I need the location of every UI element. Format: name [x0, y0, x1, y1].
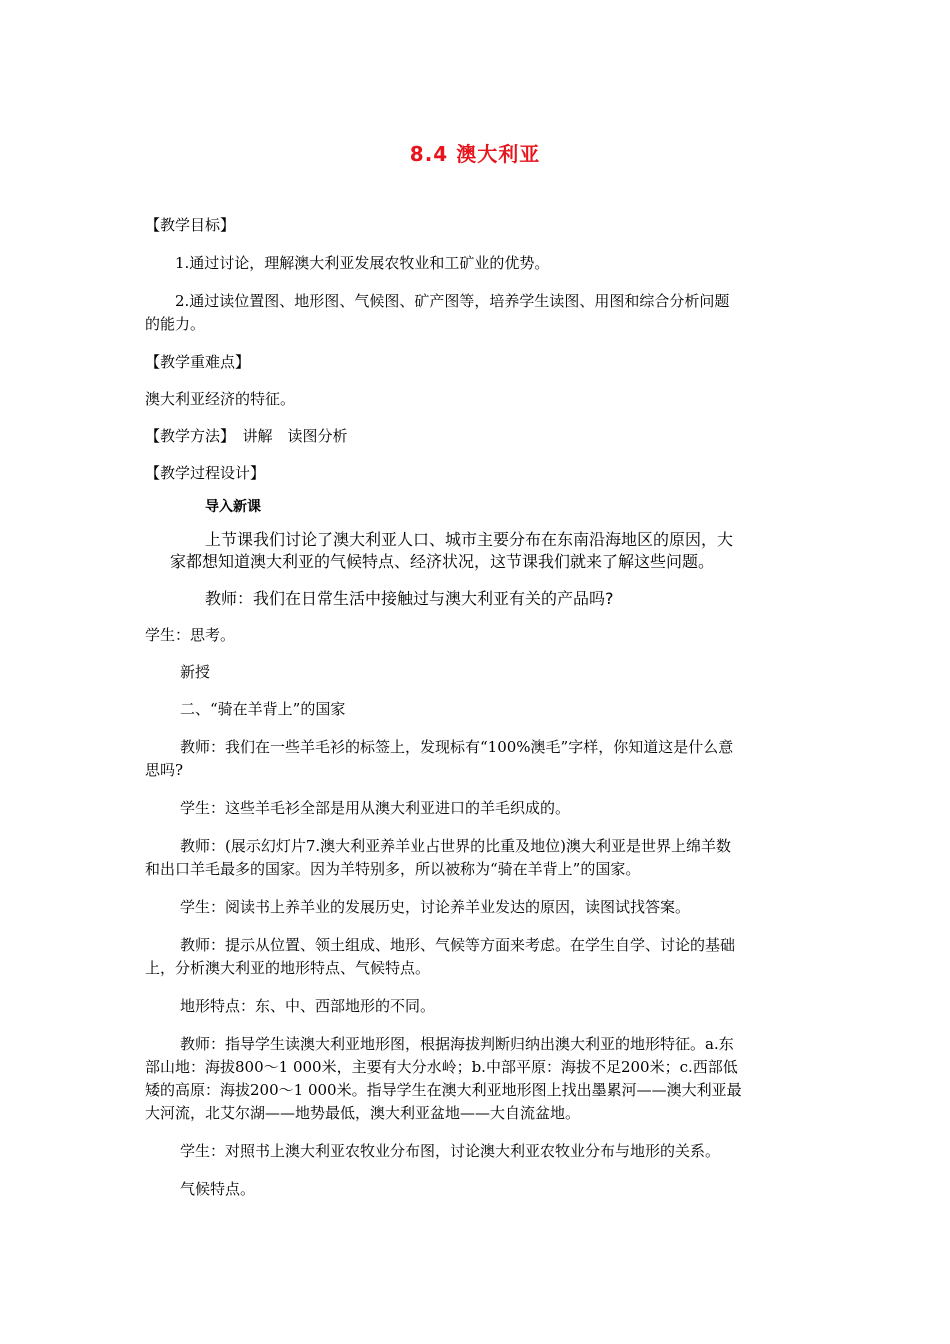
intro-p1-line-2: 家都想知道澳大利亚的气候特点、经济状况，这节课我们就来了解这些问题。 [170, 552, 715, 571]
teacher-1-line-2: 思吗? [145, 761, 184, 779]
teacher-3-line-1: 教师：提示从位置、领土组成、地形、气候等方面来考虑。在学生自学、讨论的基础 [180, 936, 736, 954]
key-text: 澳大利亚经济的特征。 [145, 390, 296, 408]
student-think: 学生：思考。 [145, 626, 236, 644]
goal-2-line-1: 2.通过读位置图、地形图、气候图、矿产图等，培养学生读图、用图和综合分析问题 [175, 292, 730, 310]
process-heading: 【教学过程设计】 [145, 464, 266, 482]
teacher-2-line-1: 教师：(展示幻灯片7.澳大利亚养羊业占世界的比重及地位)澳大利亚是世界上绵羊数 [180, 837, 732, 855]
student-1: 学生：这些羊毛衫全部是用从澳大利亚进口的羊毛织成的。 [180, 799, 571, 817]
goal-1: 1.通过讨论，理解澳大利亚发展农牧业和工矿业的优势。 [175, 254, 550, 272]
section-2-heading: 二、“骑在羊背上”的国家 [180, 700, 346, 718]
teacher-4-line-3: 矮的高原：海拔200～1 000米。指导学生在澳大利亚地形图上找出墨累河——澳大利亚最 [145, 1081, 742, 1099]
student-3: 学生：对照书上澳大利亚农牧业分布图，讨论澳大利亚农牧业分布与地形的关系。 [180, 1142, 721, 1160]
teacher-4-line-1: 教师：指导学生读澳大利亚地形图，根据海拔判断归纳出澳大利亚的地形特征。a.东 [180, 1035, 734, 1053]
new-lesson: 新授 [180, 663, 211, 681]
teacher-2-line-2: 和出口羊毛最多的国家。因为羊特别多，所以被称为“骑在羊背上”的国家。 [145, 860, 641, 878]
goals-heading: 【教学目标】 [145, 216, 236, 234]
method-line: 【教学方法】 讲解 读图分析 [145, 427, 348, 445]
goal-2-line-2: 的能力。 [145, 315, 206, 333]
page-title: 8.4 澳大利亚 [409, 142, 541, 166]
key-heading: 【教学重难点】 [145, 353, 251, 371]
teacher-3-line-2: 上，分析澳大利亚的地形特点、气候特点。 [145, 959, 431, 977]
intro-heading: 导入新课 [205, 499, 261, 515]
climate-features: 气候特点。 [180, 1180, 256, 1198]
teacher-4-line-4: 大河流，北艾尔湖——地势最低，澳大利亚盆地——大自流盆地。 [145, 1104, 581, 1122]
terrain-features: 地形特点：东、中、西部地形的不同。 [180, 997, 436, 1015]
intro-p2: 教师：我们在日常生活中接触过与澳大利亚有关的产品吗? [205, 589, 614, 608]
teacher-4-line-2: 部山地：海拔800～1 000米，主要有大分水岭；b.中部平原：海拔不足200米；c.西部低 [145, 1058, 738, 1076]
teacher-1-line-1: 教师：我们在一些羊毛衫的标签上，发现标有“100%澳毛”字样，你知道这是什么意 [180, 738, 734, 756]
intro-p1-line-1: 上节课我们讨论了澳大利亚人口、城市主要分布在东南沿海地区的原因，大 [205, 530, 734, 549]
student-2: 学生：阅读书上养羊业的发展历史，讨论养羊业发达的原因，读图试找答案。 [180, 898, 691, 916]
